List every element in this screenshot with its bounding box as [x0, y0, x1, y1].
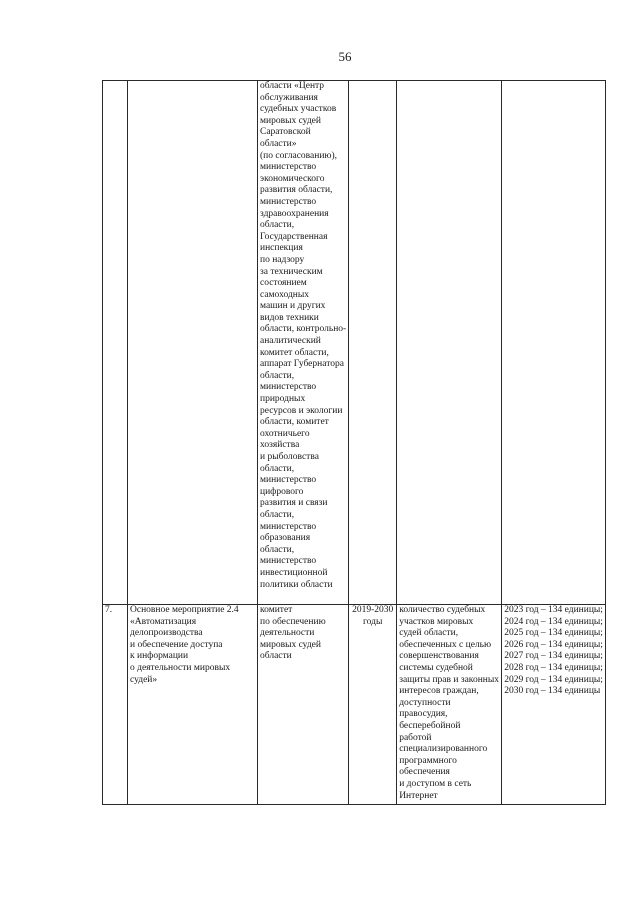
cell-line: комитет области,: [260, 347, 329, 358]
cell-line: хозяйства: [260, 440, 300, 451]
cell-line: Основное мероприятие 2.4: [130, 605, 239, 615]
term-cell: [349, 81, 397, 605]
cell-line: министерство: [260, 521, 317, 532]
cell-line: интересов граждан,: [399, 686, 479, 697]
values-cell: [502, 605, 606, 805]
cell-line: министерство: [260, 556, 317, 567]
cell-line: (по согласованию),: [260, 150, 338, 161]
cell-line: машин и других: [260, 301, 326, 312]
cell-line: обслуживания: [260, 92, 318, 103]
cell-line: совершенствования: [399, 651, 479, 662]
responsible-cell: [258, 81, 349, 605]
row-number-cell: [103, 81, 128, 605]
cell-line: видов техники: [260, 312, 319, 323]
indicator-cell: [397, 605, 502, 805]
cell-line: доступности: [399, 697, 451, 708]
program-table: [102, 80, 606, 805]
cell-line: программного: [399, 755, 457, 766]
cell-line: охотничьего: [260, 428, 310, 439]
table-row: [103, 81, 606, 605]
cell-line: инспекция: [260, 243, 303, 254]
cell-line: области,: [260, 463, 295, 474]
activity-cell: [128, 81, 258, 605]
responsible-cell: [258, 605, 349, 805]
table-row: [103, 605, 606, 805]
cell-line: и рыболовства: [260, 452, 319, 462]
cell-line: к информации: [130, 651, 189, 662]
cell-line: здравоохранения: [260, 208, 329, 219]
cell-line: мировых судей: [260, 115, 321, 126]
cell-line: судей»: [130, 674, 158, 685]
cell-line: 2024 год – 134 единицы;: [504, 616, 603, 627]
cell-line: области,: [260, 509, 295, 520]
cell-line: 2030 год – 134 единицы: [504, 686, 601, 697]
cell-line: 2019-2030: [352, 605, 394, 615]
cell-line: Государственная: [260, 231, 328, 242]
cell-line: участков мировых: [399, 616, 474, 627]
cell-line: специализированного: [399, 744, 488, 755]
cell-line: 2023 год – 134 единицы;: [504, 605, 603, 615]
page-number: 56: [338, 49, 352, 64]
cell-line: министерство: [260, 162, 317, 173]
cell-line: Интернет: [399, 790, 438, 801]
cell-line: делопроизводства: [130, 628, 203, 639]
cell-line: количество судебных: [399, 605, 486, 615]
cell-line: защиты прав и законных: [399, 674, 499, 685]
cell-line: мировых судей: [260, 639, 321, 650]
cell-line: Саратовской: [260, 127, 311, 138]
cell-line: 2025 год – 134 единицы;: [504, 628, 603, 639]
cell-line: области,: [260, 544, 295, 555]
cell-line: области,: [260, 220, 295, 231]
cell-line: 2028 год – 134 единицы;: [504, 662, 603, 673]
cell-line: и доступом в сеть: [399, 778, 472, 789]
cell-line: деятельности: [260, 628, 315, 639]
cell-line: правосудия,: [399, 709, 448, 720]
cell-line: области,: [260, 370, 295, 381]
cell-line: природных: [260, 394, 306, 405]
cell-line: обеспеченных с целью: [399, 639, 492, 650]
cell-line: и обеспечение доступа: [130, 639, 223, 650]
cell-line: области «Центр: [260, 81, 325, 91]
cell-line: обеспечения: [399, 767, 450, 778]
cell-line: политики области: [260, 579, 333, 590]
cell-line: комитет: [260, 605, 293, 615]
cell-line: судей области,: [399, 628, 459, 639]
activity-cell: [128, 605, 258, 805]
cell-line: аппарат Губернатора: [260, 359, 344, 370]
cell-line: работой: [399, 732, 432, 743]
cell-line: за техническим: [260, 266, 323, 277]
cell-line: годы: [363, 616, 383, 627]
cell-line: 2029 год – 134 единицы;: [504, 674, 603, 685]
cell-line: области: [260, 651, 292, 662]
cell-line: развития и связи: [260, 498, 328, 509]
cell-line: 2026 год – 134 единицы;: [504, 639, 603, 650]
cell-line: 2027 год – 134 единицы;: [504, 651, 603, 662]
row-number-cell: 7.: [103, 605, 128, 805]
cell-line: цифрового: [260, 486, 304, 497]
cell-line: системы судебной: [399, 662, 473, 673]
cell-line: области»: [260, 138, 297, 149]
cell-line: состоянием: [260, 278, 307, 289]
indicator-cell: [397, 81, 502, 605]
cell-line: по обеспечению: [260, 616, 326, 627]
cell-line: «Автоматизация: [130, 616, 197, 627]
cell-line: бесперебойной: [399, 720, 461, 731]
cell-line: самоходных: [260, 289, 309, 300]
cell-line: аналитический: [260, 336, 321, 347]
cell-line: ресурсов и экологии: [260, 405, 343, 416]
values-cell: [502, 81, 606, 605]
cell-line: министерство: [260, 196, 317, 207]
cell-line: министерство: [260, 475, 317, 486]
cell-line: области, контрольно-: [260, 324, 347, 335]
cell-line: по надзору: [260, 254, 305, 265]
cell-line: судебных участков: [260, 104, 337, 115]
cell-line: инвестиционной: [260, 567, 328, 578]
cell-line: развития области,: [260, 185, 333, 196]
cell-line: области, комитет: [260, 417, 329, 428]
cell-line: экономического: [260, 173, 325, 184]
term-cell: [349, 605, 397, 805]
cell-line: образования: [260, 533, 311, 544]
cell-line: о деятельности мировых: [130, 662, 231, 673]
cell-line: министерство: [260, 382, 317, 393]
